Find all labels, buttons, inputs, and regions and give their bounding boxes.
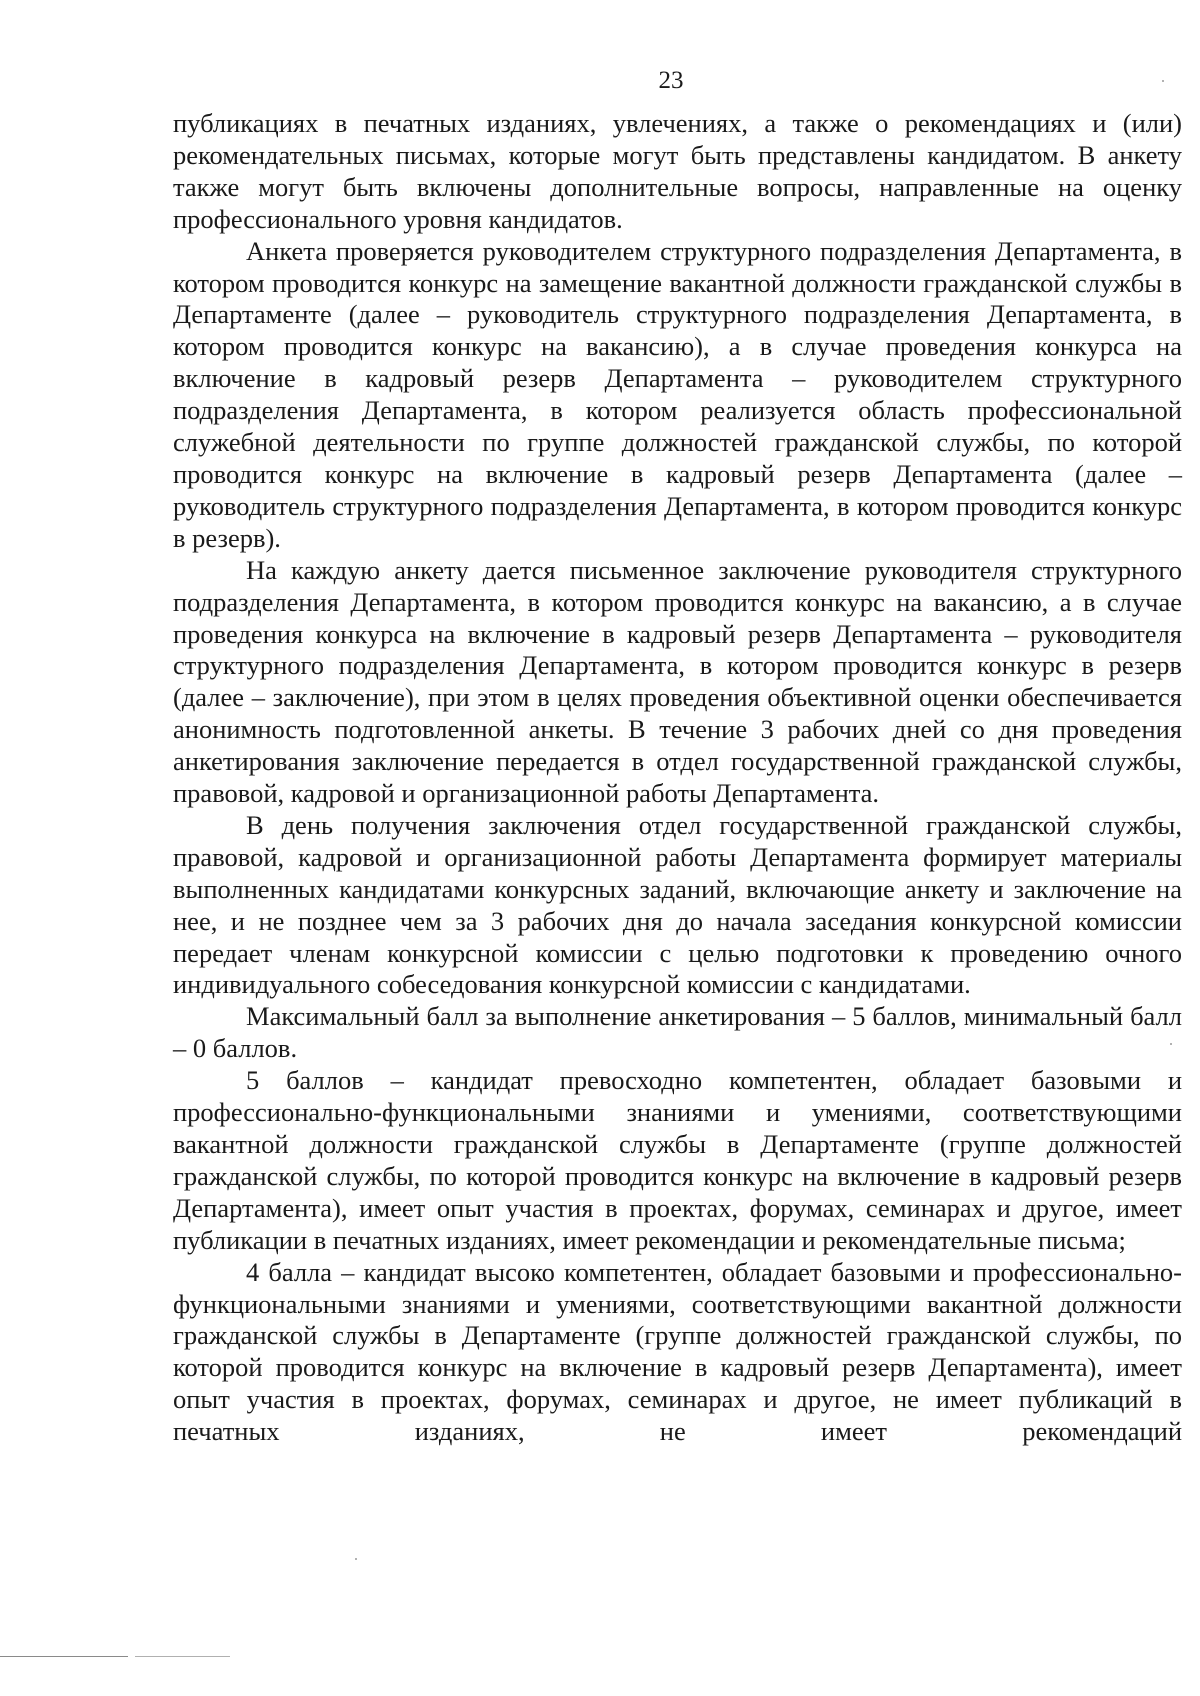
paragraph-score-5: 5 баллов – кандидат превосходно компетентен, обладает базовыми и профессионально-функциональными знаниями и умениями, соответствующими вакантной должности гражданской службы в Департаменте (группе должностей гражданской службы, по которой проводится конкурс на включение в кадровый резерв Департамента), имеет опыт участия в проектах, форумах, семинарах и другое, имеет публикации в печатных изданиях, имеет рекомендации и рекомендательные письма; <box>173 1065 1182 1255</box>
body-text <box>173 108 1182 1448</box>
paragraph-written-conclusion: На каждую анкету дается письменное заключение руководителя структурного подразделения Департамента, в котором проводится конкурс на вакансию, а в случае проведения конкурса на включение в кадровый резерв Департамента – руководителя структурного подразделения Департамента, в котором проводится конкурс в резерв (далее – заключение), при этом в целях проведения объективной оценки обеспечивается анонимность подготовленной анкеты. В течение 3 рабочих дней со дня проведения анкетирования заключение передается в отдел государственной гражданской службы, правовой, кадровой и организационной работы Департамента. <box>173 554 1182 809</box>
scan-artifact-line <box>135 1656 230 1657</box>
paragraph-score-range: Максимальный балл за выполнение анкетирования – 5 баллов, минимальный балл – 0 баллов. <box>173 1001 1182 1064</box>
page-number: 23 <box>658 67 684 94</box>
paragraph-materials-transfer: В день получения заключения отдел государственной гражданской службы, правовой, кадровой и организационной работы Департамента формирует материалы выполненных кандидатами конкурсных заданий, включающие анкету и заключение на нее, и не позднее чем за 3 рабочих дня до начала заседания конкурсной комиссии передает членам конкурсной комиссии с целью подготовки к проведению очного индивидуального собеседования конкурсной комиссии с кандидатами. <box>173 809 1182 1000</box>
paragraph-questionnaire-review: Анкета проверяется руководителем структурного подразделения Департамента, в котором проводится конкурс на замещение вакантной должности гражданской службы в Департаменте (далее – руководитель структурного подразделения Департамента, в котором проводится конкурс на вакансию), а в случае проведения конкурса на включение в кадровый резерв Департамента – руководителем структурного подразделения Департамента, в котором реализуется область профессиональной служебной деятельности по группе должностей гражданской службы, по которой проводится конкурс на включение в кадровый резерв Департамента (далее – руководитель структурного подразделения Департамента, в котором проводится конкурс в резерв). <box>173 235 1182 553</box>
scan-artifact-dot <box>1162 80 1164 82</box>
scan-artifact-line <box>0 1656 128 1657</box>
scan-artifact-dot <box>1170 1043 1172 1045</box>
scan-artifact-dot <box>355 1558 357 1560</box>
paragraph-score-4: 4 балла – кандидат высоко компетентен, обладает базовыми и профессионально-функциональными знаниями и умениями, соответствующими вакантной должности гражданской службы в Департаменте (группе должностей гражданской службы, по которой проводится конкурс на включение в кадровый резерв Департамента), имеет опыт участия в проектах, форумах, семинарах и другое, не имеет публикаций в печатных изданиях, не имеет рекомендаций <box>173 1256 1182 1447</box>
paragraph-continuation: публикациях в печатных изданиях, увлечениях, а также о рекомендациях и (или) рекомендательных письмах, которые могут быть представлены кандидатом. В анкету также могут быть включены дополнительные вопросы, направленные на оценку профессионального уровня кандидатов. <box>173 108 1182 234</box>
